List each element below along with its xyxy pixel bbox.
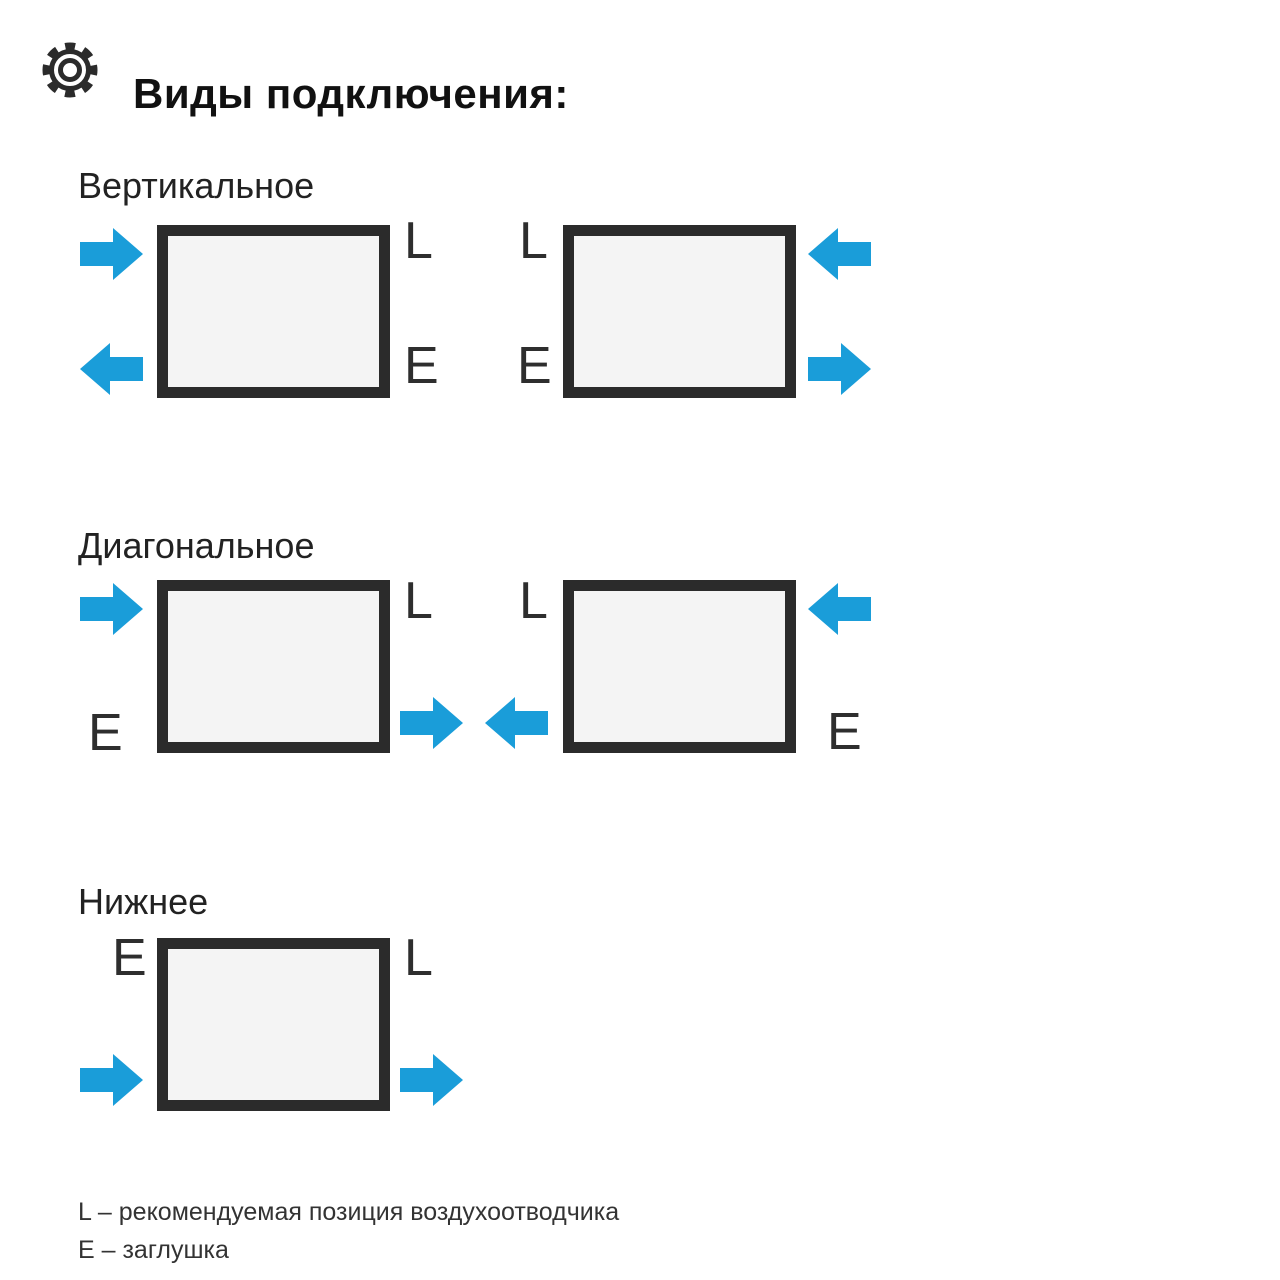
port-label-plug: E bbox=[827, 703, 862, 761]
port-label-air-vent: L bbox=[404, 572, 433, 630]
flow-out-arrow-right-icon bbox=[400, 697, 463, 749]
flow-out-arrow-right-icon bbox=[808, 343, 871, 395]
flow-in-arrow-left-icon bbox=[808, 228, 871, 280]
radiator-outline bbox=[157, 938, 390, 1111]
port-label-air-vent: L bbox=[404, 212, 433, 270]
port-label-plug: E bbox=[88, 704, 123, 762]
port-label-air-vent: L bbox=[519, 572, 548, 630]
flow-out-arrow-left-icon bbox=[80, 343, 143, 395]
page-title: Виды подключения: bbox=[133, 70, 569, 118]
section-title: Нижнее bbox=[78, 881, 209, 922]
gear-icon bbox=[42, 42, 98, 98]
flow-out-arrow-left-icon bbox=[485, 697, 548, 749]
radiator-outline bbox=[157, 225, 390, 398]
port-label-plug: E bbox=[517, 337, 552, 395]
flow-out-arrow-right-icon bbox=[400, 1054, 463, 1106]
port-label-air-vent: L bbox=[519, 212, 548, 270]
flow-in-arrow-right-icon bbox=[80, 228, 143, 280]
legend-line-plug: E – заглушка bbox=[78, 1236, 229, 1264]
flow-in-arrow-right-icon bbox=[80, 1054, 143, 1106]
radiator-outline bbox=[563, 580, 796, 753]
radiator-outline bbox=[157, 580, 390, 753]
legend-line-air-vent: L – рекомендуемая позиция воздухоотводчика bbox=[78, 1198, 620, 1226]
port-label-plug: E bbox=[112, 929, 147, 987]
section-title: Вертикальное bbox=[78, 165, 315, 206]
flow-in-arrow-left-icon bbox=[808, 583, 871, 635]
flow-in-arrow-right-icon bbox=[80, 583, 143, 635]
port-label-air-vent: L bbox=[404, 929, 433, 987]
legend bbox=[78, 1193, 619, 1269]
section-title: Диагональное bbox=[78, 525, 315, 566]
radiator-outline bbox=[563, 225, 796, 398]
port-label-plug: E bbox=[404, 337, 439, 395]
